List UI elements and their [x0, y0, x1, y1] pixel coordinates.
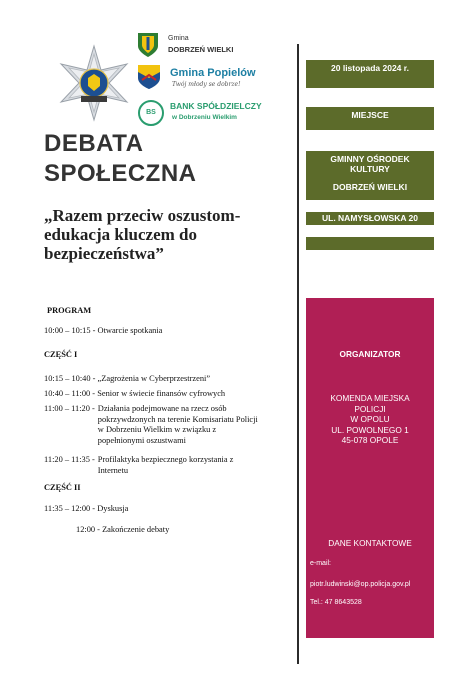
part1-item-text: Senior w świecie finansów cyfrowych — [97, 389, 226, 398]
bank-logo — [136, 98, 276, 126]
page-title-line1: DEBATA — [44, 130, 144, 157]
organizer-heading: ORGANIZATOR — [339, 349, 401, 359]
contact-heading: DANE KONTAKTOWE — [328, 538, 412, 548]
venue-box — [306, 151, 434, 200]
page-title-line2: SPOŁECZNA — [44, 160, 197, 187]
part1-item-text: Profilaktyka bezpiecznego korzystania z Internetu — [97, 455, 234, 475]
gmina-popielow-tagline: Twój młody se dobrze! — [172, 81, 241, 88]
part2-heading: CZĘŚĆ II — [44, 483, 81, 492]
venue-line2: DOBRZEŃ WIELKI — [332, 182, 408, 192]
part1-item-time: 11:20 – 11:35 - — [44, 455, 95, 464]
address-box: UL. NAMYSŁOWSKA 20 — [306, 212, 434, 225]
part2-item-text: Dyskusja — [97, 504, 129, 513]
part1-item-time: 11:00 – 11:20 - — [44, 404, 95, 413]
part1-item-text: „Zagrożenia w Cyberprzestrzeni” — [97, 374, 211, 383]
program-opening — [44, 326, 284, 337]
email-label: e-mail: — [310, 560, 332, 567]
organizer-box — [306, 298, 434, 638]
email-value[interactable]: piotr.ludwinski@op.policja.gov.pl — [310, 581, 411, 588]
part2-item-time: 11:35 – 12:00 - — [44, 504, 96, 513]
program-opening-text: Otwarcie spotkania — [97, 326, 163, 335]
popielow-crest-icon — [136, 64, 162, 90]
police-star-logo — [55, 44, 133, 122]
page-subtitle: „Razem przeciw oszustom- edukacja kluczem do bezpieczeństwa” — [44, 206, 241, 263]
organizer-line3: UL. POWOLNEGO 1 — [331, 424, 409, 435]
bank-line2: w Dobrzeniu Wielkim — [172, 114, 237, 121]
bank-line1: BANK SPÓŁDZIELCZY — [170, 101, 262, 111]
olive-bar — [306, 237, 434, 250]
program-closing — [76, 525, 276, 536]
program-closing-time: 12:00 - — [76, 525, 100, 534]
vertical-divider — [297, 44, 299, 664]
part1-item-time: 10:15 – 10:40 - — [44, 374, 96, 383]
organizer-line1: KOMENDA MIEJSKA POLICJI — [330, 393, 410, 414]
program-opening-time: 10:00 – 10:15 - — [44, 326, 96, 335]
organizer-address — [306, 393, 434, 446]
part1-item-time: 10:40 – 11:00 - — [44, 389, 96, 398]
part2-item — [44, 504, 284, 515]
program-heading: PROGRAM — [47, 306, 92, 315]
part1-item — [44, 455, 294, 476]
phone-value: Tel.: 47 8643528 — [310, 599, 362, 606]
part1-item — [44, 374, 284, 385]
organizer-line2: W OPOLU — [350, 414, 390, 424]
place-label-box: MIEJSCE — [306, 107, 434, 130]
gmina-popielow-name: Gmina Popielów — [170, 67, 256, 79]
venue-line1: GMINNY OŚRODEK KULTURY — [330, 154, 410, 174]
gmina-dobrzen-logo — [136, 32, 266, 60]
gmina-popielow-logo — [136, 64, 276, 92]
part1-heading: CZĘŚĆ I — [44, 350, 78, 359]
organizer-line4: 45-078 OPOLE — [341, 435, 399, 445]
gmina-dobrzen-line2: DOBRZEŃ WIELKI — [168, 45, 234, 54]
date-box: 20 listopada 2024 r. — [306, 60, 434, 88]
part1-item-text: Działania podejmowane na rzecz osób pokrzywdzonych na terenie Komisariatu Policji w Dobrzeniu Wielkim w związku z popełnionymi oszustwami — [97, 404, 258, 445]
part1-item — [44, 389, 284, 400]
gmina-dobrzen-line1: Gmina — [168, 35, 189, 42]
dobrzen-crest-icon — [136, 32, 160, 58]
part1-item — [44, 404, 294, 446]
bank-badge-icon: BS — [138, 100, 164, 126]
program-closing-text: Zakończenie debaty — [102, 525, 170, 534]
